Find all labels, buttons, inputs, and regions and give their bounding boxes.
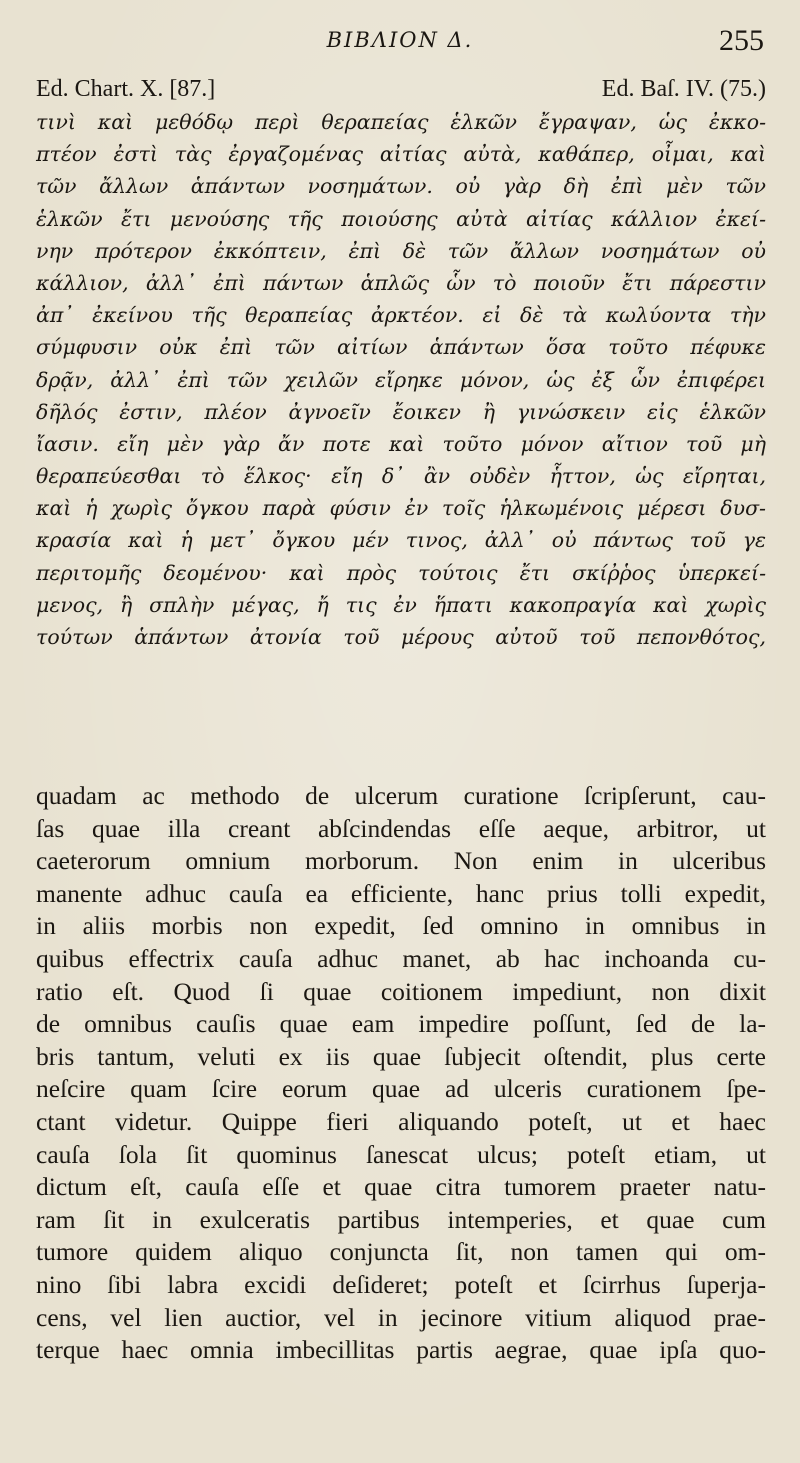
latin-line: terque haec omnia imbecillitas partis aegrae, quae ipſa quo- bbox=[36, 1335, 766, 1365]
greek-line: περιτομῆς δεομένου· καὶ πρὸς τούτοις ἔτι σκίῤῥος ὑπερκεί- bbox=[36, 560, 766, 585]
greek-line: μενος, ἢ σπλὴν μέγας, ἤ τις ἐν ἥπατι κακοπραγία καὶ χωρὶς bbox=[36, 592, 766, 617]
latin-line: quibus effectrix cauſa adhuc manet, ab hac inchoanda cu- bbox=[36, 943, 766, 973]
greek-line: δρᾷν, ἀλλ᾽ ἐπὶ τῶν χειλῶν εἴρηκε μόνον, ὡς ἐξ ὧν ἐπιφέρει bbox=[36, 367, 766, 392]
greek-line: πτέον ἐστὶ τὰς ἐργαζομένας αἰτίας αὐτὰ, καθάπερ, οἶμαι, καὶ bbox=[36, 142, 766, 167]
latin-line: in aliis morbis non expedit, ſed omnino in omnibus in bbox=[36, 911, 766, 941]
latin-line: nino ſibi labra excidi deſideret; poteſt et ſcirrhus ſuperja- bbox=[36, 1269, 766, 1299]
latin-text-block bbox=[36, 780, 766, 1367]
latin-line: cens, vel lien auctior, vel in jecinore vitium aliquod prae- bbox=[36, 1302, 766, 1332]
latin-line: ctant videtur. Quippe fieri aliquando poteſt, ut et haec bbox=[36, 1106, 766, 1136]
greek-line: τούτων ἁπάντων ἀτονία τοῦ μέρους αὐτοῦ τοῦ πεπονθότος, bbox=[36, 625, 766, 649]
greek-line: δῆλός ἐστιν, πλέον ἀγνοεῖν ἔοικεν ἢ γινώσκειν εἰς ἑλκῶν bbox=[36, 399, 766, 424]
latin-line: tumore quidem aliquo conjuncta ſit, non tamen qui om- bbox=[36, 1237, 766, 1267]
running-head-title: ΒΙΒΛΙΟΝ Δ. bbox=[326, 28, 474, 52]
latin-line: ſas quae illa creant abſcindendas eſſe aeque, arbitror, ut bbox=[36, 813, 766, 843]
page-number: 255 bbox=[719, 24, 764, 57]
greek-line: τινὶ καὶ μεθόδῳ περὶ θεραπείας ἑλκῶν ἔγραψαν, ὡς ἐκκο- bbox=[36, 110, 766, 134]
greek-line: καὶ ἡ χωρὶς ὄγκου παρὰ φύσιν ἐν τοῖς ἡλκωμένοις μέρεσι δυσ- bbox=[36, 496, 766, 521]
greek-text-block bbox=[36, 106, 766, 653]
greek-line: κρασία καὶ ἡ μετ᾽ ὄγκου μέν τινος, ἀλλ᾽ οὐ πάντως τοῦ γε bbox=[36, 528, 766, 553]
greek-line: ἴασιν. εἴη μὲν γὰρ ἄν ποτε καὶ τοῦτο μόνον αἴτιον τοῦ μὴ bbox=[36, 431, 766, 456]
latin-line: quadam ac methodo de ulcerum curatione ſcripſerunt, cau- bbox=[36, 781, 766, 810]
latin-line: caeterorum omnium morborum. Non enim in ulceribus bbox=[36, 846, 766, 876]
edition-reference-chartier: Ed. Chart. X. [87.] bbox=[36, 76, 216, 102]
edition-references bbox=[36, 76, 766, 106]
greek-line: νην πρότερον ἐκκόπτειν, ἐπὶ δὲ τῶν ἄλλων νοσημάτων οὐ bbox=[36, 238, 766, 263]
latin-line: manente adhuc cauſa ea efficiente, hanc prius tolli expedit, bbox=[36, 878, 766, 908]
latin-line: ratio eſt. Quod ſi quae coitionem impediunt, non dixit bbox=[36, 976, 766, 1006]
edition-reference-basel: Ed. Baſ. IV. (75.) bbox=[601, 76, 766, 102]
greek-line: σύμφυσιν οὐκ ἐπὶ τῶν αἰτίων ἁπάντων ὅσα τοῦτο πέφυκε bbox=[36, 335, 766, 360]
greek-line: θεραπεύεσθαι τὸ ἕλκος· εἴη δ᾽ ἂν οὐδὲν ἧττον, ὡς εἴρηται, bbox=[36, 464, 766, 489]
greek-line: κάλλιον, ἀλλ᾽ ἐπὶ πάντων ἁπλῶς ὧν τὸ ποιοῦν ἔτι πάρεστιν bbox=[36, 270, 766, 295]
latin-line: bris tantum, veluti ex iis quae ſubjecit oſtendit, plus certe bbox=[36, 1041, 766, 1071]
latin-line: cauſa ſola ſit quominus ſanescat ulcus; poteſt etiam, ut bbox=[36, 1139, 766, 1169]
greek-line: τῶν ἄλλων ἁπάντων νοσημάτων. οὐ γὰρ δὴ ἐπὶ μὲν τῶν bbox=[36, 174, 766, 199]
greek-line: ἑλκῶν ἔτι μενούσης τῆς ποιούσης αὐτὰ αἰτίας κάλλιον ἐκεί- bbox=[36, 206, 766, 231]
greek-line: ἀπ᾽ ἐκείνου τῆς θεραπείας ἀρκτέον. εἰ δὲ τὰ κωλύοντα τὴν bbox=[36, 303, 766, 328]
latin-line: neſcire quam ſcire eorum quae ad ulceris curationem ſpe- bbox=[36, 1074, 766, 1104]
latin-line: ram ſit in exulceratis partibus intemperies, et quae cum bbox=[36, 1204, 766, 1234]
latin-line: de omnibus cauſis quae eam impedire poſſunt, ſed de la- bbox=[36, 1009, 766, 1039]
running-head bbox=[0, 24, 800, 64]
latin-line: dictum eſt, cauſa eſſe et quae citra tumorem praeter natu- bbox=[36, 1172, 766, 1202]
